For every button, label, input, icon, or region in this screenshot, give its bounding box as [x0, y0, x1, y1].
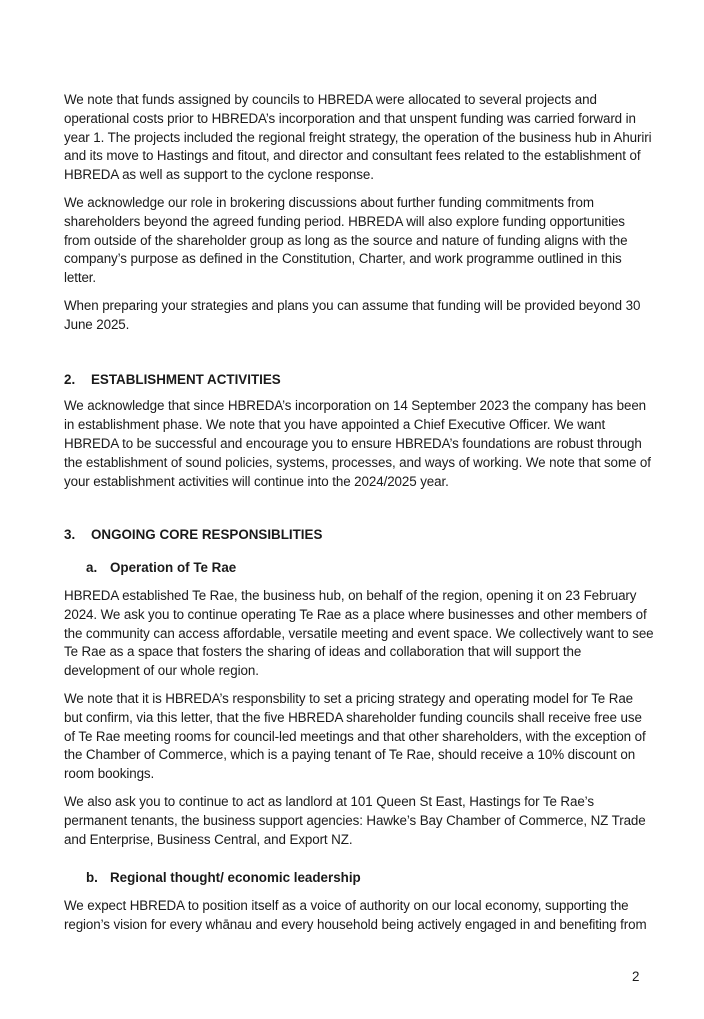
subsection-number: a. — [86, 560, 98, 576]
section-3-heading — [64, 526, 654, 545]
subsection-b-heading — [64, 869, 654, 888]
body-paragraph: We expect HBREDA to position itself as a voice of authority on our local economy, supporting the region’s vision for every whānau and every household being actively engaged in and benefiting from — [64, 898, 647, 932]
body-paragraph: When preparing your strategies and plans you can assume that funding will be provided beyond 30 June 2025. — [64, 297, 641, 332]
body-paragraph: We note that funds assigned by councils to HBREDA were allocated to several projects and operational costs prior to HBREDA’s incorporation and that unspent funding was carried forward in year 1. The projects included the regional freight strategy, the operation of the business hub in Ahuriri and its move to Hastings and fitout, and director and consultant fees related to the establishment of HBREDA as well as support to the cyclone response. — [64, 92, 652, 183]
subsection-title: Operation of Te Rae — [110, 560, 237, 576]
section-2-heading — [64, 371, 654, 390]
body-paragraph: We acknowledge our role in brokering discussions about further funding commitments from shareholders beyond the agreed funding period. HBREDA will also explore funding opportunities from outside of the shareholder group as long as the source and nature of funding aligns with the company’s purpose as defined in the Constitution, Charter, and work programme outlined in this letter. — [64, 194, 628, 286]
section-number: 3. — [64, 527, 76, 543]
body-paragraph: We note that it is HBREDA’s responsbility to set a pricing strategy and operating model for Te Rae but confirm, via this letter, that the five HBREDA shareholder funding councils shall receive free use of Te Rae meeting rooms for council-led meetings and that other shareholders, with the exception of the Chamber of Commerce, which is a paying tenant of Te Rae, should receive a 10% discount on room bookings. — [64, 690, 646, 782]
subsection-number: b. — [86, 870, 98, 886]
body-paragraph: We also ask you to continue to act as landlord at 101 Queen St East, Hastings for Te Rae’s permanent tenants, the business support agencies: Hawke’s Bay Chamber of Commerce, NZ Trade and Enterprise, Business Central, and Export NZ. — [64, 793, 646, 847]
section-title: ONGOING CORE RESPONSIBLITIES — [91, 527, 323, 543]
page-number: 2 — [632, 969, 640, 984]
body-paragraph: We acknowledge that since HBREDA’s incorporation on 14 September 2023 the company has been in establishment phase. We note that you have appointed a Chief Executive Officer. We want HBREDA to be successful and encourage you to ensure HBREDA’s foundations are robust through the establishment of sound policies, systems, processes, and ways of working. We note that some of your establishment activities will continue into the 2024/2025 year. — [64, 398, 651, 489]
letter-page — [64, 91, 654, 935]
subsection-title: Regional thought/ economic leadership — [110, 870, 361, 886]
body-paragraph: HBREDA established Te Rae, the business hub, on behalf of the region, opening it on 23 February 2024. We ask you to continue operating Te Rae as a place where businesses and other members of the community can access affordable, versatile meeting and event space. We collectively want to see Te Rae as a space that fosters the sharing of ideas and collaboration that will support the development of our whole region. — [64, 587, 654, 679]
subsection-a-heading — [64, 559, 654, 578]
section-number: 2. — [64, 371, 76, 387]
section-title: ESTABLISHMENT ACTIVITIES — [91, 371, 281, 387]
